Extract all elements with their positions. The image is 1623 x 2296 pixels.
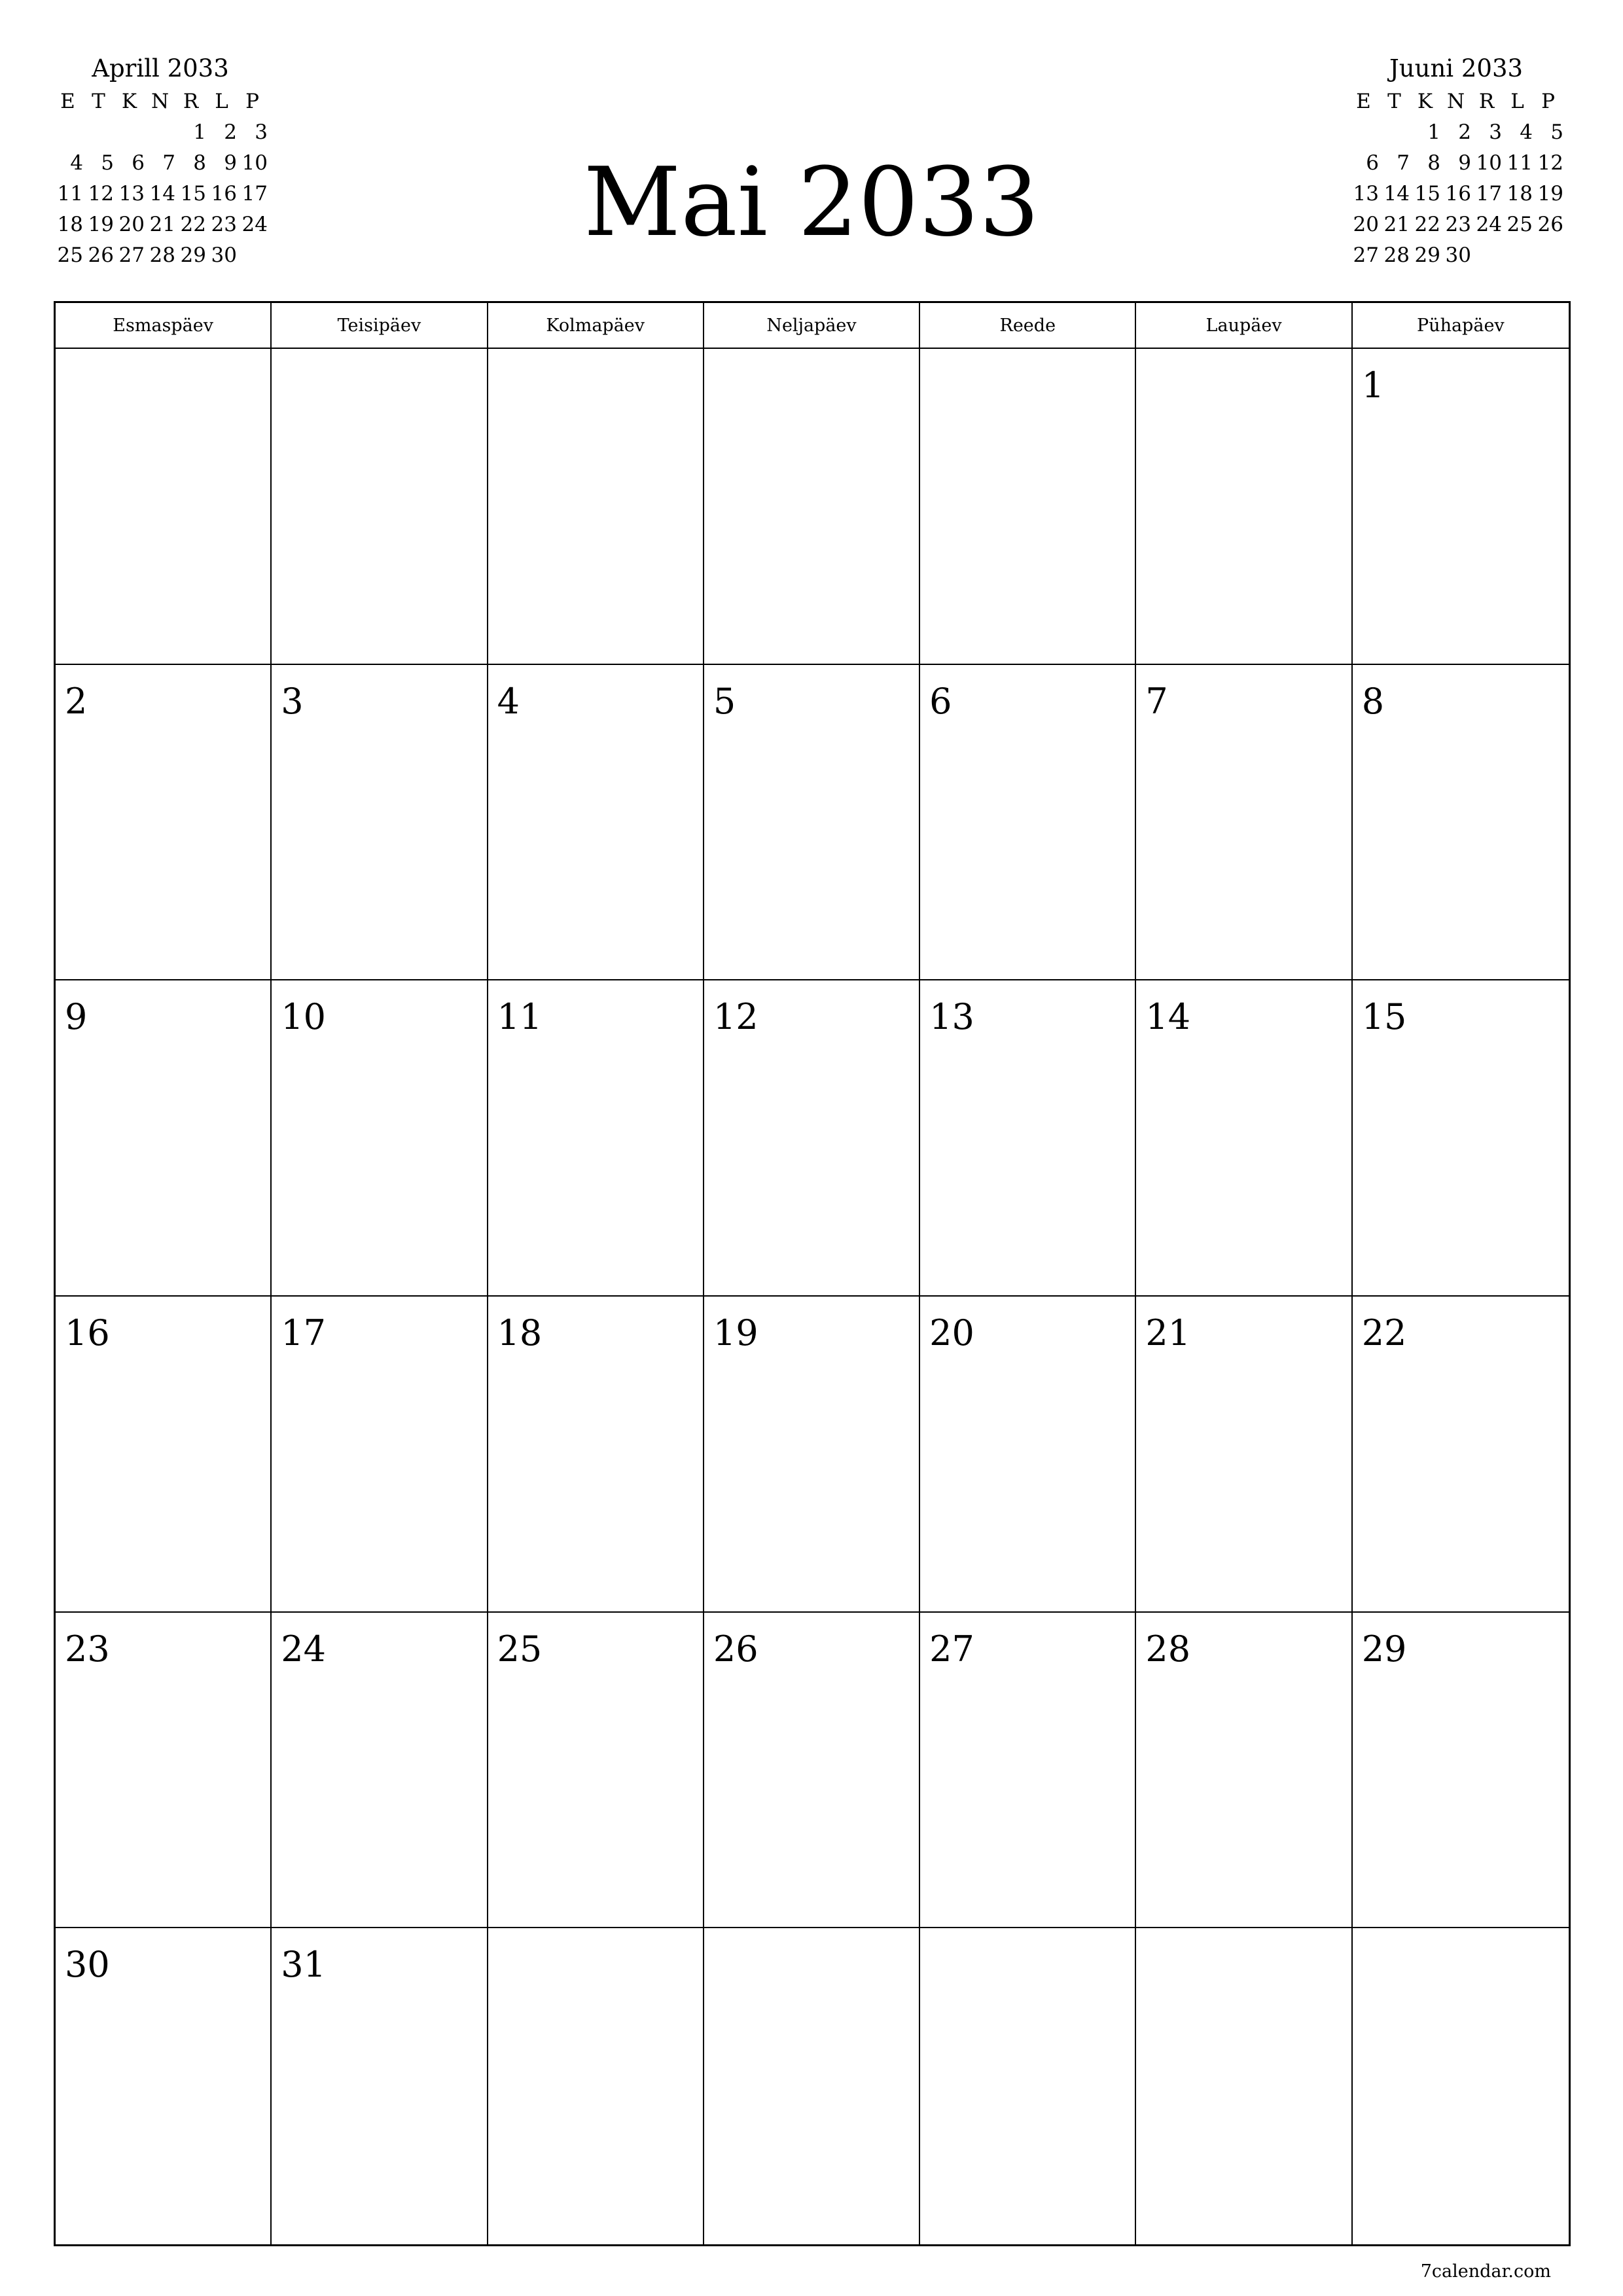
mini-day: 7: [162, 151, 175, 175]
mini-day: 30: [211, 243, 237, 267]
day-cell: [1353, 1928, 1569, 2244]
mini-day: 22: [180, 213, 206, 236]
weekday-header: Pühapäev: [1353, 303, 1569, 349]
day-number: 23: [65, 1628, 110, 1670]
mini-day: 29: [180, 243, 206, 267]
day-number: 4: [497, 680, 520, 722]
day-cell: [488, 665, 704, 981]
mini-weekday: K: [121, 90, 137, 113]
mini-day: 1: [1427, 120, 1440, 144]
mini-day: 21: [1383, 213, 1410, 236]
day-number: 15: [1361, 996, 1407, 1038]
mini-day: [83, 117, 114, 148]
mini-day: [1348, 117, 1379, 148]
weekday-header: Reede: [920, 303, 1136, 349]
mini-day: 4: [70, 151, 83, 175]
day-cell: [56, 1928, 272, 2244]
day-number: 19: [713, 1312, 758, 1354]
day-cell: [488, 349, 704, 665]
day-number: 28: [1145, 1628, 1191, 1670]
mini-weekday: N: [151, 90, 169, 113]
mini-day: 1: [193, 120, 206, 144]
day-cell: [1136, 980, 1352, 1297]
day-cell: [704, 1613, 920, 1929]
day-number: 13: [929, 996, 974, 1038]
day-number: 27: [929, 1628, 974, 1670]
mini-day: 3: [255, 120, 268, 144]
mini-day: 10: [241, 151, 268, 175]
day-number: 8: [1361, 680, 1385, 722]
mini-day: 8: [193, 151, 206, 175]
mini-calendar-title: Aprill 2033: [92, 54, 229, 82]
day-number: 12: [713, 996, 758, 1038]
mini-day: [52, 117, 83, 148]
mini-day: 14: [149, 182, 175, 206]
day-cell: [1353, 1613, 1569, 1929]
mini-day: 10: [1476, 151, 1502, 175]
day-cell: [920, 1613, 1136, 1929]
day-cell: [704, 1297, 920, 1613]
day-number: 16: [65, 1312, 110, 1354]
mini-day: 26: [88, 243, 114, 267]
mini-day: 14: [1383, 182, 1410, 206]
mini-weekday: E: [60, 90, 75, 113]
mini-day: 24: [1476, 213, 1502, 236]
mini-day: 29: [1414, 243, 1440, 267]
mini-day: 16: [1445, 182, 1471, 206]
day-number: 21: [1145, 1312, 1191, 1354]
day-cell: [704, 1928, 920, 2244]
mini-weekday: L: [215, 90, 228, 113]
mini-day: 16: [211, 182, 237, 206]
mini-weekday: N: [1446, 90, 1465, 113]
day-cell: [272, 1297, 488, 1613]
day-cell: [272, 1928, 488, 2244]
mini-day: [1379, 117, 1410, 148]
day-cell: [1353, 665, 1569, 981]
mini-day: 18: [1507, 182, 1533, 206]
day-number: 2: [65, 680, 88, 722]
day-number: 17: [281, 1312, 326, 1354]
day-cell: [272, 349, 488, 665]
mini-day: 17: [1476, 182, 1502, 206]
day-cell: [272, 1613, 488, 1929]
mini-day: [1533, 240, 1563, 271]
weekday-header: Esmaspäev: [56, 303, 272, 349]
mini-day: 11: [57, 182, 83, 206]
day-number: 18: [497, 1312, 543, 1354]
mini-day: 11: [1507, 151, 1533, 175]
day-cell: [1353, 980, 1569, 1297]
weekday-header: Kolmapäev: [488, 303, 704, 349]
day-cell: [920, 665, 1136, 981]
day-number: 22: [1361, 1312, 1407, 1354]
mini-day: 15: [180, 182, 206, 206]
day-cell: [920, 1928, 1136, 2244]
day-number: 3: [281, 680, 304, 722]
month-grid: [54, 301, 1571, 2246]
day-cell: [56, 1297, 272, 1613]
mini-day: 23: [211, 213, 237, 236]
day-number: 26: [713, 1628, 758, 1670]
mini-day: 15: [1414, 182, 1440, 206]
day-cell: [488, 1613, 704, 1929]
day-number: 25: [497, 1628, 543, 1670]
mini-day: 23: [1445, 213, 1471, 236]
day-cell: [1353, 1297, 1569, 1613]
mini-day: 24: [241, 213, 268, 236]
mini-day: 2: [1458, 120, 1471, 144]
mini-calendar-grid: [52, 86, 268, 271]
day-cell: [272, 980, 488, 1297]
day-cell: [704, 349, 920, 665]
mini-calendar-grid: [1348, 86, 1564, 271]
mini-day: 6: [132, 151, 145, 175]
day-number: 10: [281, 996, 326, 1038]
page-title: Mai 2033: [583, 147, 1040, 258]
weekday-header: Teisipäev: [272, 303, 488, 349]
mini-weekday: E: [1356, 90, 1371, 113]
mini-day: 27: [1353, 243, 1379, 267]
day-cell: [920, 1297, 1136, 1613]
footer-credit: 7calendar.com: [1420, 2261, 1551, 2282]
mini-day: 19: [88, 213, 114, 236]
mini-day: 7: [1397, 151, 1410, 175]
mini-day: 21: [149, 213, 175, 236]
mini-day: 9: [1458, 151, 1471, 175]
day-cell: [488, 1928, 704, 2244]
mini-weekday: L: [1510, 90, 1524, 113]
mini-day: 22: [1414, 213, 1440, 236]
mini-day: 18: [57, 213, 83, 236]
day-cell: [1136, 1928, 1352, 2244]
mini-calendar-next: [1348, 51, 1564, 271]
mini-weekday: R: [183, 90, 199, 113]
mini-day: 2: [224, 120, 237, 144]
day-cell: [56, 1613, 272, 1929]
mini-day: 25: [57, 243, 83, 267]
mini-day: 4: [1520, 120, 1533, 144]
day-number: 24: [281, 1628, 326, 1670]
mini-weekday: T: [1387, 90, 1401, 113]
mini-weekday: P: [245, 90, 259, 113]
mini-day: 5: [101, 151, 114, 175]
mini-day: 3: [1489, 120, 1502, 144]
day-cell: [1353, 349, 1569, 665]
mini-day: [1471, 240, 1502, 271]
day-cell: [272, 665, 488, 981]
mini-day: 5: [1550, 120, 1563, 144]
day-cell: [1136, 1613, 1352, 1929]
mini-weekday: T: [92, 90, 105, 113]
mini-weekday: P: [1541, 90, 1555, 113]
mini-weekday: R: [1478, 90, 1495, 113]
day-cell: [56, 349, 272, 665]
day-cell: [488, 1297, 704, 1613]
mini-day: 26: [1537, 213, 1563, 236]
mini-day: 12: [1537, 151, 1563, 175]
day-cell: [1136, 349, 1352, 665]
weekday-header: Laupäev: [1136, 303, 1352, 349]
day-number: 30: [65, 1944, 110, 1986]
mini-day: 25: [1507, 213, 1533, 236]
mini-day: 17: [241, 182, 268, 206]
day-cell: [488, 980, 704, 1297]
mini-day: 27: [118, 243, 145, 267]
day-cell: [1136, 665, 1352, 981]
mini-weekday: K: [1417, 90, 1433, 113]
mini-day: 8: [1427, 151, 1440, 175]
mini-day: 30: [1445, 243, 1471, 267]
day-cell: [56, 665, 272, 981]
day-number: 7: [1145, 680, 1168, 722]
mini-day: 28: [149, 243, 175, 267]
day-cell: [920, 980, 1136, 1297]
mini-day: 6: [1366, 151, 1379, 175]
day-cell: [56, 980, 272, 1297]
mini-day: 19: [1537, 182, 1563, 206]
day-cell: [920, 349, 1136, 665]
day-number: 5: [713, 680, 736, 722]
mini-day: 13: [118, 182, 145, 206]
day-number: 1: [1361, 365, 1385, 406]
mini-day: 13: [1353, 182, 1379, 206]
day-cell: [1136, 1297, 1352, 1613]
mini-day: [237, 240, 268, 271]
day-number: 31: [281, 1944, 326, 1986]
day-cell: [704, 980, 920, 1297]
day-cell: [704, 665, 920, 981]
mini-day: [1502, 240, 1533, 271]
mini-day: [145, 117, 175, 148]
day-number: 6: [929, 680, 952, 722]
mini-calendar-prev: [52, 51, 268, 271]
mini-day: 12: [88, 182, 114, 206]
mini-day: [114, 117, 145, 148]
mini-day: 20: [1353, 213, 1379, 236]
mini-day: 20: [118, 213, 145, 236]
day-number: 14: [1145, 996, 1191, 1038]
day-number: 9: [65, 996, 88, 1038]
weekday-header: Neljapäev: [704, 303, 920, 349]
mini-day: 9: [224, 151, 237, 175]
day-number: 20: [929, 1312, 974, 1354]
day-number: 11: [497, 996, 543, 1038]
day-number: 29: [1361, 1628, 1407, 1670]
mini-day: 28: [1383, 243, 1410, 267]
mini-calendar-title: Juuni 2033: [1389, 54, 1524, 82]
